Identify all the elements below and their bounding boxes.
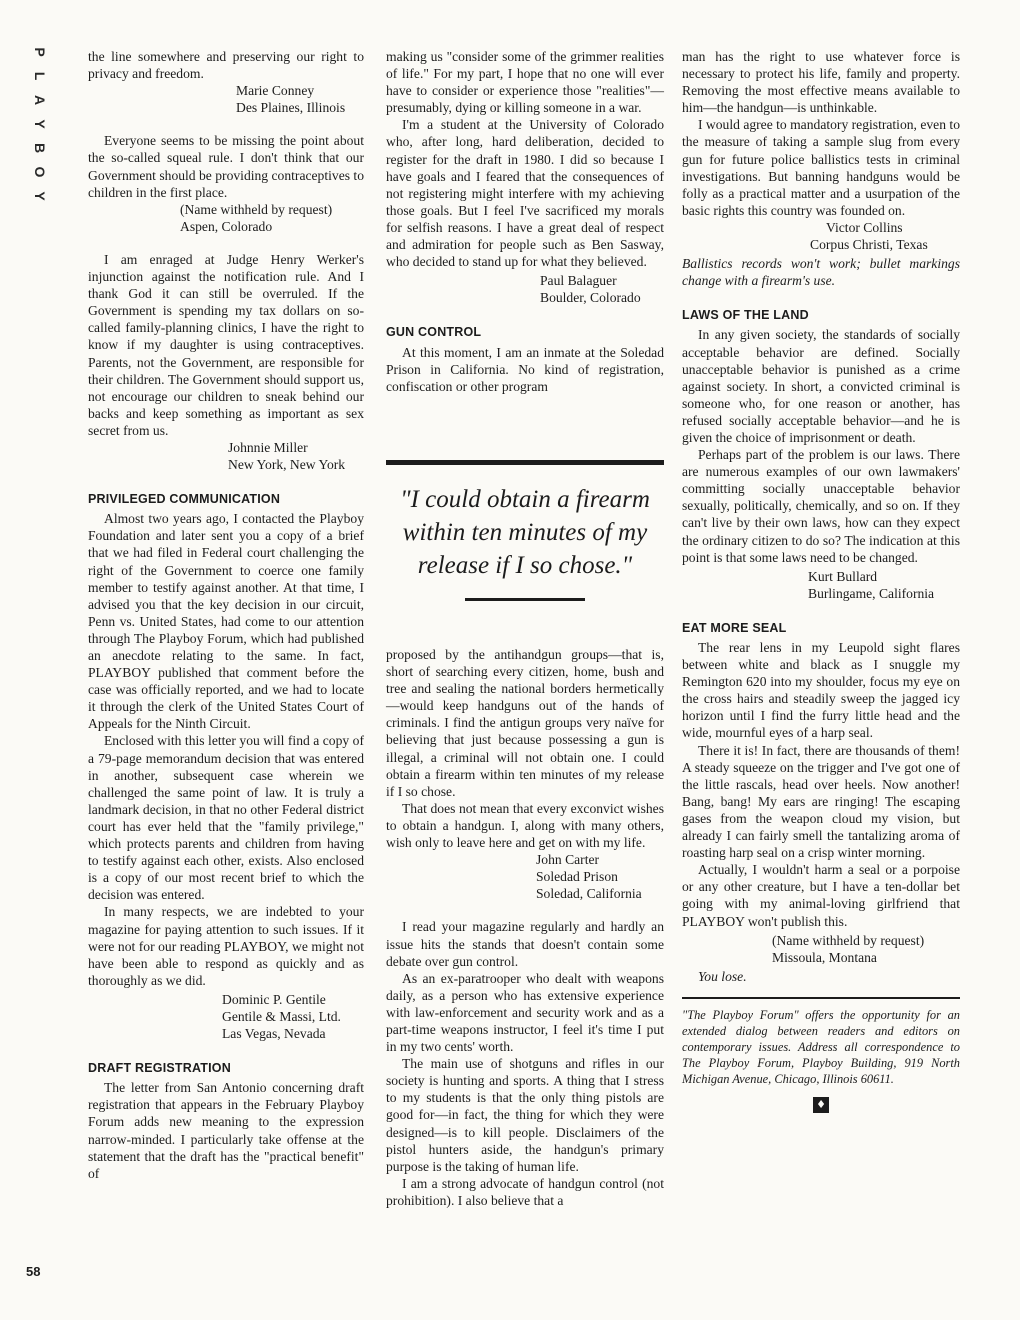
masthead-letter: B: [32, 142, 48, 154]
masthead-letter: A: [32, 94, 48, 106]
column-2: [386, 48, 664, 395]
pull-quote-bottom-rule: [465, 598, 585, 601]
signature-location: Boulder, Colorado: [540, 290, 641, 306]
signature-name: Marie Conney: [236, 83, 315, 99]
section-heading: EAT MORE SEAL: [682, 620, 787, 635]
forum-notice: "The Playboy Forum" offers the opportunity for an extended dialog between readers and editors on contemporary issues. Address all correspondence to The Playboy Forum, Playboy Building, 919 North Michigan Avenue, Chicago, Illinois 60611.: [682, 997, 960, 1087]
masthead-letter: P: [32, 47, 48, 57]
letter-paragraph: the line somewhere and preserving our right to privacy and freedom.: [88, 49, 364, 82]
section-heading: GUN CONTROL: [386, 325, 482, 340]
column-3: [682, 48, 960, 1113]
signature-location: Burlingame, California: [808, 585, 935, 601]
letter-paragraph: Almost two years ago, I contacted the Playboy Foundation and later sent you a copy of a brief that we had filed in Federal court challenging the right of the Government to coerce one family member to testify against another. At that time, I advised you that the key decision in our circuit, Penn vs. United States, had come to our attention through The Playboy Forum, which had published an anecdote relating to the same. In fact, PLAYBOY published that comment before the case was officially reported, and we had to locate it through the clerk of the United States Court of Appeals for the Ninth Circuit.: [88, 511, 364, 732]
signature-affiliation: Soledad Prison: [536, 869, 618, 885]
signature-name: Johnnie Miller: [228, 439, 308, 455]
editor-reply: Ballistics records won't work; bullet markings change with a firearm's use.: [682, 256, 960, 289]
masthead-letter: O: [32, 166, 48, 178]
letter-paragraph: That does not mean that every exconvict wishes to obtain a handgun. I, along with many others, wish only to leave here and get on with my life.: [386, 800, 664, 851]
masthead-letter: L: [32, 71, 48, 81]
masthead-vertical: [28, 40, 52, 208]
pull-quote-text: "I could obtain a firearm within ten minutes of my release if I so chose.": [400, 486, 650, 579]
pull-quote: [386, 460, 664, 601]
letter-paragraph: I am enraged at Judge Henry Werker's injunction against the notification rule. And I thank God it can still be overruled. If the Government is spending my tax dollars on so-called family-planning clinics, I have the right to know if my daughter is using contraceptives. Parents, not the Government, are responsible for their children. The Government should support us, not encourage our children to sneak behind our backs and keep something as important as sex secret from us.: [88, 251, 364, 438]
rabbit-head-logo-icon: ♦: [813, 1097, 829, 1113]
letter-paragraph: proposed by the antihandgun groups—that is, short of searching every citizen, home, bush and tree and sealing the national borders hermetically—would keep handguns out of the hands of criminals. I find the antigun groups very naïve for believing that just because possessing a gun is illegal, a criminal will not obtain one. I could obtain a firearm within ten minutes of my release if I so chose.: [386, 647, 664, 799]
editor-reply: You lose.: [698, 968, 747, 984]
masthead-letter: Y: [32, 119, 48, 129]
letter-paragraph: Actually, I wouldn't harm a seal or a porpoise or any other creature, but I have a ten-dollar bet going with my animal-loving girlfriend that PLAYBOY won't publish this.: [682, 862, 960, 929]
signature-location: Soledad, California: [536, 886, 642, 902]
column-2-continued: [386, 646, 664, 1209]
signature-name: John Carter: [536, 852, 600, 868]
section-heading: LAWS OF THE LAND: [682, 308, 809, 323]
letter-paragraph: I would agree to mandatory registration, even to the measure of taking a sample slug from every gun for future police ballistics tests in criminal investigations. But banning handguns would be folly as a practical matter and a usurpation of the basic rights this country was founded on.: [682, 117, 960, 218]
page-number: 58: [26, 1264, 41, 1279]
section-heading: PRIVILEGED COMMUNICATION: [88, 492, 281, 507]
letter-paragraph: The letter from San Antonio concerning draft registration that appears in the February Playboy Forum adds new meaning to the expression narrow-minded. I particularly take offense at the statement that the draft has the "practical benefit" of: [88, 1080, 364, 1181]
signature-location: Missoula, Montana: [772, 949, 877, 965]
letter-paragraph: Everyone seems to be missing the point about the so-called squeal rule. I don't think that our Government should be providing contraceptives to children in the first place.: [88, 133, 364, 200]
letter-paragraph: Enclosed with this letter you will find a copy of a 79-page memorandum decision that was entered in another, subsequent case wherein we challenged the same point of law. It is truly a landmark decision, in that no other Federal district court has ever held that the "family privilege," which protects parents and children from having to testify against each other, exists. Also enclosed is a copy of our most recent brief to which the decision was entered.: [88, 733, 364, 903]
signature-location: New York, New York: [228, 457, 346, 473]
letter-paragraph: Perhaps part of the problem is our laws. There are numerous examples of our own lawmakers' committing socially unacceptable behavior sexually, politically, chemically, and so on. If they can't live by their own laws, how can they expect the ordinary citizen to do so? The indication at this point is that some laws need to be changed.: [682, 447, 960, 565]
signature-affiliation: Gentile & Massi, Ltd.: [222, 1008, 341, 1024]
section-heading: DRAFT REGISTRATION: [88, 1061, 231, 1076]
masthead-letter: Y: [32, 191, 48, 201]
signature-location: Aspen, Colorado: [180, 218, 273, 234]
signature-name: Victor Collins: [826, 219, 903, 235]
letter-paragraph: In many respects, we are indebted to your magazine for paying attention to such issues. If it were not for our reading PLAYBOY, we might not have been able to respond as quickly and as thoroughly as we did.: [88, 904, 364, 988]
letter-paragraph: man has the right to use whatever force is necessary to protect his life, family and property. Removing the most effective means available to him—the handgun—is unthinkable.: [682, 49, 960, 116]
letter-paragraph: I'm a student at the University of Colorado who, after long, hard deliberation, decided to register for the draft in 1980. I did so because I have goals and I feared that the consequences of not registering might interfere with my achieving those goals. But I feel I've sacrificed my morals for selfish reasons. I have a great deal of respect and admiration for people such as Ben Sasway, who decided to stand up for what they believed.: [386, 117, 664, 270]
signature-location: Corpus Christi, Texas: [810, 237, 928, 253]
signature-location: Las Vegas, Nevada: [222, 1026, 326, 1042]
letter-paragraph: There it is! In fact, there are thousands of them! A steady squeeze on the trigger and I've got one of the little rascals, head over heels. Now another! Bang, bang! My ears are ringing! The escaping gases from the weapon cloud my vision, but already I can fairly smell the tantalizing aroma of roasting harp seal on a crisp winter morning.: [682, 742, 960, 861]
letter-paragraph: The main use of shotguns and rifles in our society is hunting and sports. A thing that I stress to my students is that the only thing pistols are good for—in fact, the thing for which they were designed—is to kill people. Disclaimers of the pistol hunters aside, the handgun's primary purpose is the taking of human life.: [386, 1056, 664, 1174]
column-1: [88, 48, 364, 1182]
signature-name: Dominic P. Gentile: [222, 991, 326, 1007]
signature-name: (Name withheld by request): [772, 932, 925, 948]
signature-name: Paul Balaguer: [540, 273, 617, 289]
letter-paragraph: At this moment, I am an inmate at the Soledad Prison in California. No kind of registration, confiscation or other program: [386, 344, 664, 394]
signature-name: Kurt Bullard: [808, 568, 878, 584]
signature-location: Des Plaines, Illinois: [236, 100, 346, 116]
signature-name: (Name withheld by request): [180, 201, 333, 217]
letter-paragraph: The rear lens in my Leupold sight flares between white and black as I snuggle my Remington 620 into my shoulder, focus my eye on the cross hairs and steadily sweep the jagged icy horizon until I find the furry little head and the wide, mournful eyes of a harp seal.: [682, 640, 960, 741]
letter-paragraph: As an ex-paratrooper who dealt with weapons daily, as a person who has extensive experience with law-enforcement and security work and as a part-time weapons instructor, I feel it's time I put in my two cents' worth.: [386, 970, 664, 1055]
letter-paragraph: I am a strong advocate of handgun control (not prohibition). I also believe that a: [386, 1175, 664, 1208]
letter-paragraph: making us "consider some of the grimmer realities of life." For my part, I hope that no one will ever have to consider or experience those "realities"—presumably, dying or killing someone in a war.: [386, 49, 664, 116]
letter-paragraph: In any given society, the standards of socially acceptable behavior are defined. Socially unacceptable behavior is punished as a crime against society. In short, a convicted criminal is someone who, for one reason or another, has refused socially acceptable behavior—and he is given the choice of imprisonment or death.: [682, 327, 960, 445]
letter-paragraph: I read your magazine regularly and hardly an issue hits the stands that doesn't contain some debate over gun control.: [386, 919, 664, 969]
